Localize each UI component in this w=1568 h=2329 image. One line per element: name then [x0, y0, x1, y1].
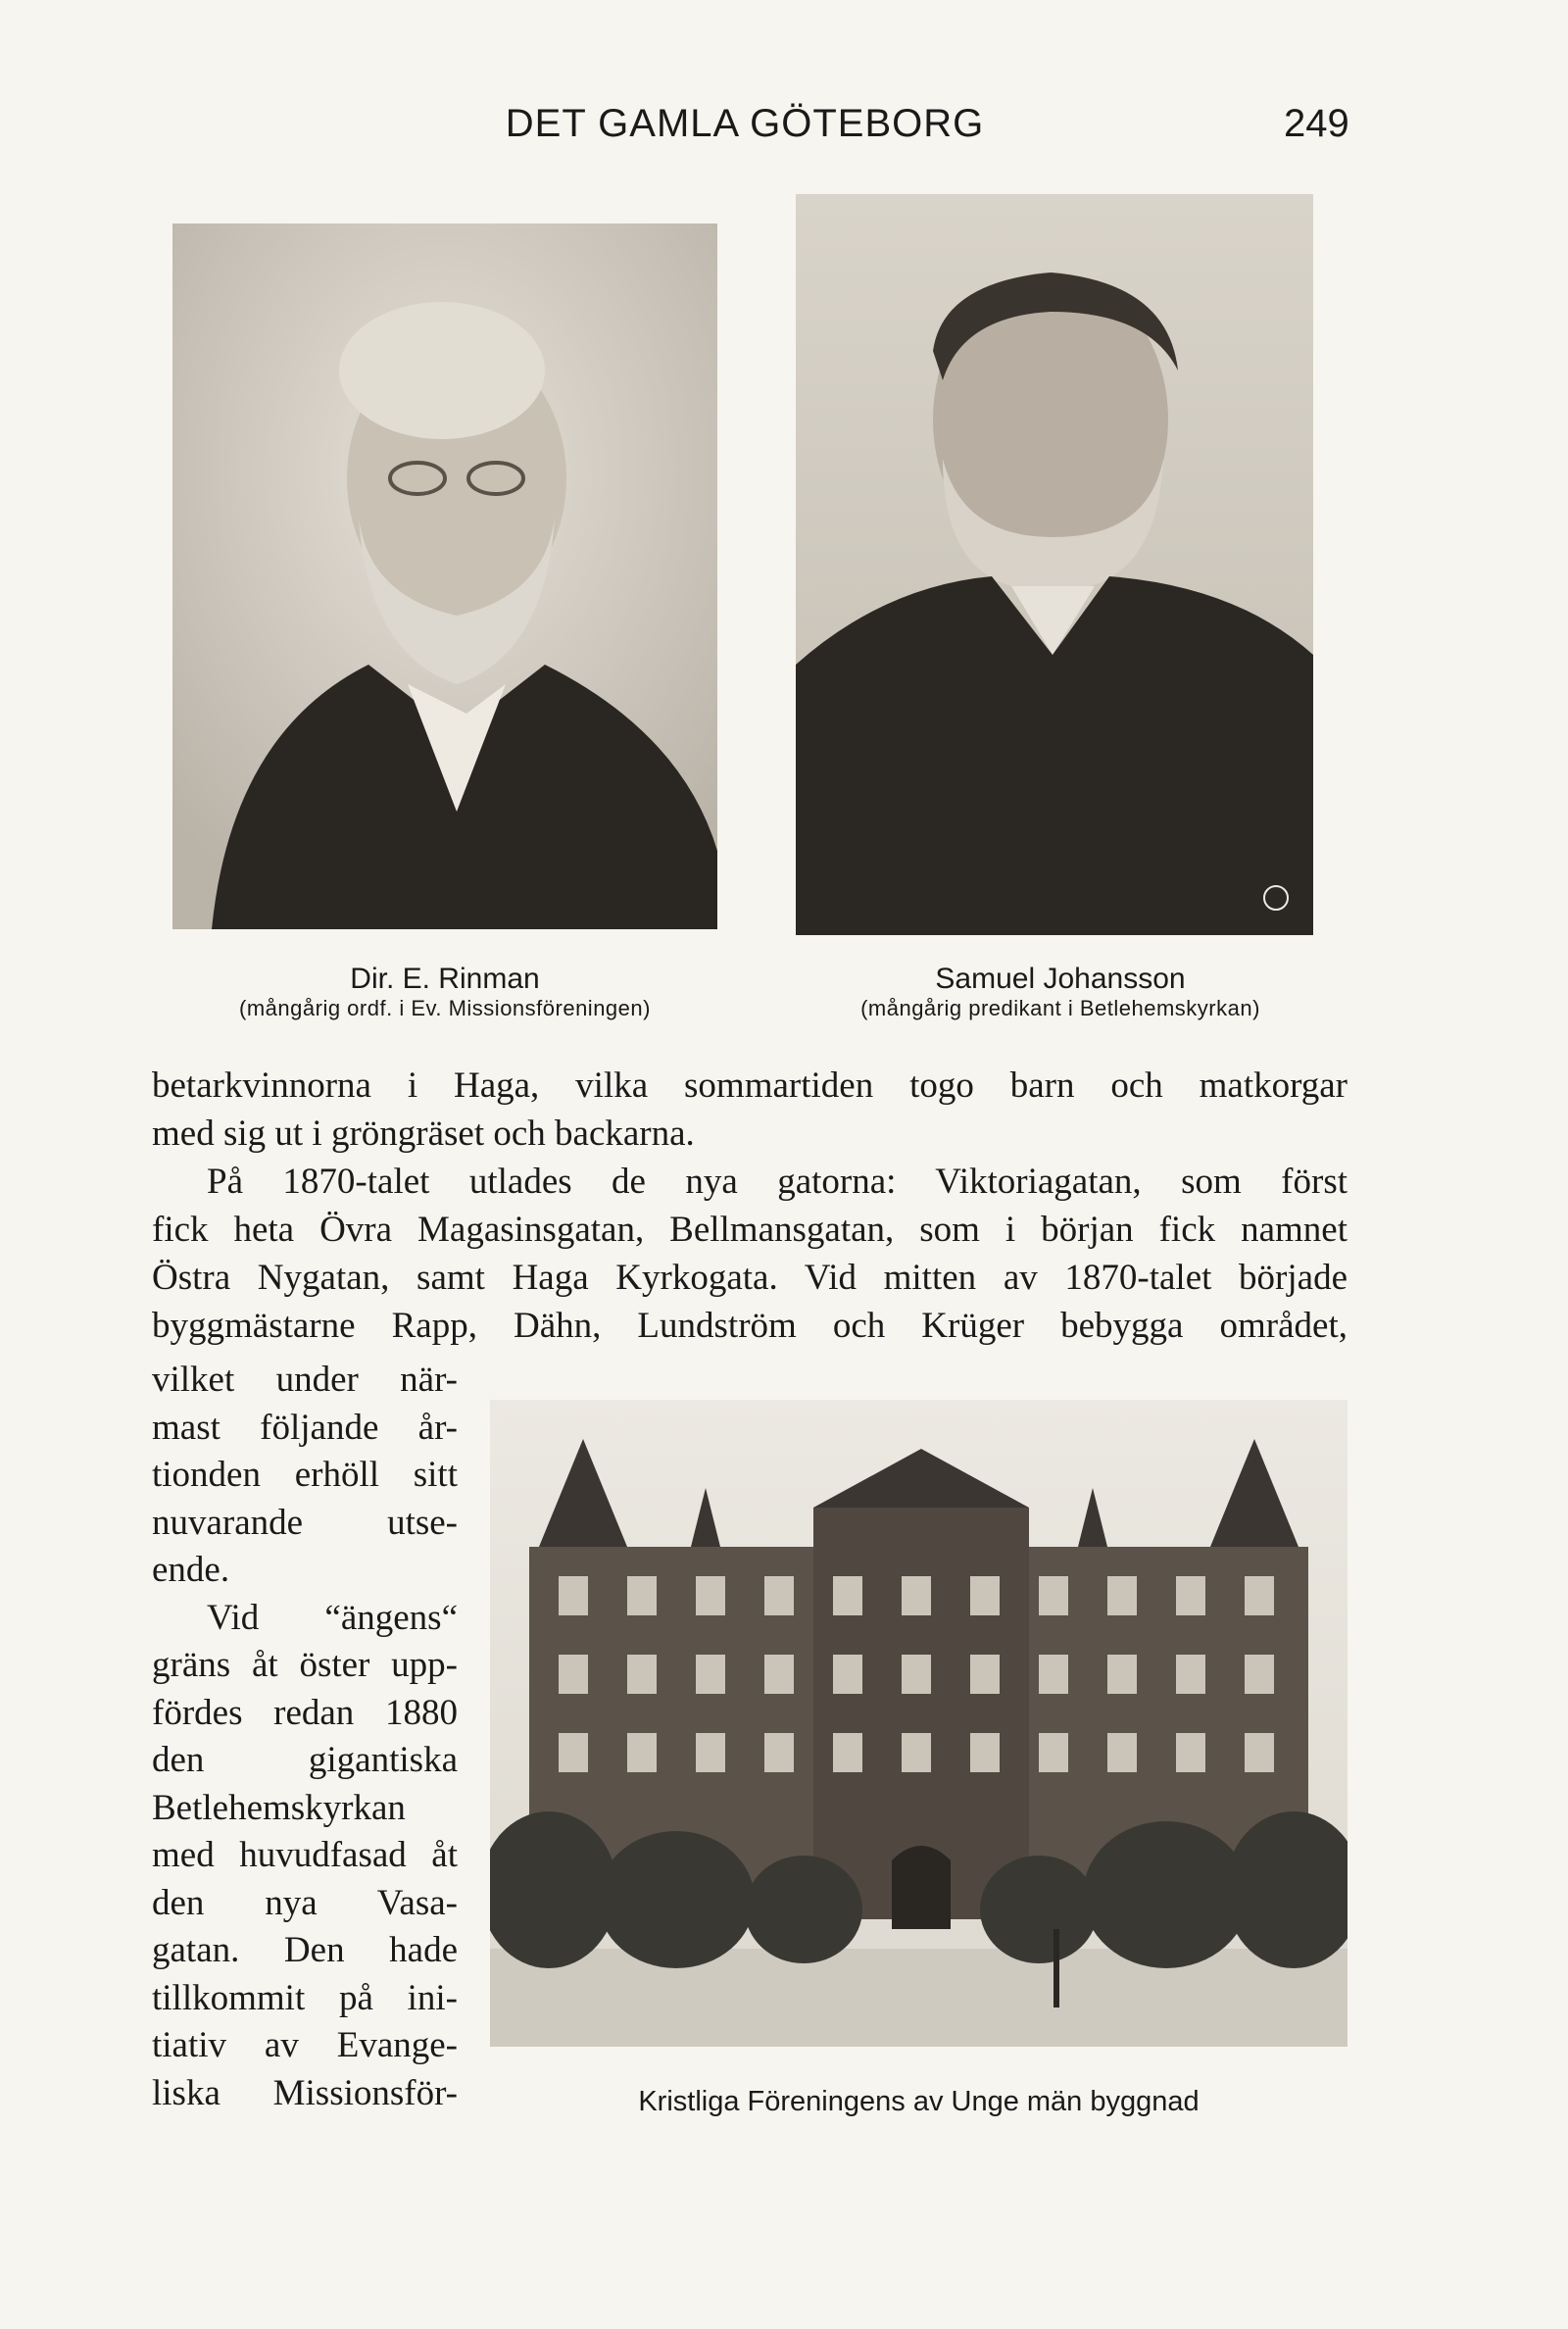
body-line: byggmästarne Rapp, Dähn, Lundström och Krüger bebygga området, — [152, 1306, 1348, 1346]
body-line: ende. — [152, 1550, 230, 1590]
body-line: tillkommit på ini- — [152, 1977, 458, 2018]
body-line: Vid “ängens“ — [207, 1597, 458, 1638]
body-text-narrow-column — [152, 1357, 458, 2117]
body-line: med huvudfasad åt — [152, 1835, 458, 1875]
portrait-subtitle: (mångårig predikant i Betlehemskyrkan) — [860, 996, 1260, 1020]
body-line: fördes redan 1880 — [152, 1692, 458, 1733]
body-line: liska Missionsför- — [152, 2072, 458, 2113]
body-line: tiativ av Evange- — [152, 2025, 458, 2065]
body-line: Betlehemskyrkan — [152, 1787, 406, 1828]
portrait-name: Samuel Johansson — [935, 963, 1186, 995]
page-number: 249 — [1284, 102, 1349, 145]
portrait-caption-rinman — [172, 963, 717, 1021]
body-line: vilket under när- — [152, 1360, 458, 1400]
body-line: mast följande år- — [152, 1407, 458, 1448]
portrait-caption-johansson — [796, 963, 1325, 1021]
body-line: nuvarande utse- — [152, 1502, 458, 1543]
body-line: med sig ut i gröngräset och backarna. — [152, 1114, 695, 1154]
body-line: den gigantiska — [152, 1740, 458, 1780]
portrait-subtitle: (mångårig ordf. i Ev. Missionsföreningen) — [239, 996, 651, 1020]
body-line: fick heta Övra Magasinsgatan, Bellmansgatan, som i början fick namnet — [152, 1210, 1348, 1250]
body-line: betarkvinnorna i Haga, vilka sommartiden togo barn och matkorgar — [152, 1065, 1348, 1106]
portrait-photo-rinman — [172, 223, 717, 929]
body-line: På 1870-talet utlades de nya gatorna: Viktoriagatan, som först — [207, 1162, 1348, 1202]
body-line: Östra Nygatan, samt Haga Kyrkogata. Vid mitten av 1870-talet började — [152, 1258, 1348, 1298]
body-line: gatan. Den hade — [152, 1930, 458, 1970]
body-line: gräns åt öster upp- — [152, 1645, 458, 1685]
page-header-title: DET GAMLA GÖTEBORG — [505, 102, 985, 145]
portrait-name: Dir. E. Rinman — [350, 963, 540, 995]
portrait-photo-johansson — [796, 194, 1313, 935]
body-line: den nya Vasa- — [152, 1882, 458, 1923]
building-photo — [490, 1400, 1348, 2047]
body-line: tionden erhöll sitt — [152, 1455, 458, 1495]
building-caption: Kristliga Föreningens av Unge män byggnad — [638, 2086, 1200, 2117]
